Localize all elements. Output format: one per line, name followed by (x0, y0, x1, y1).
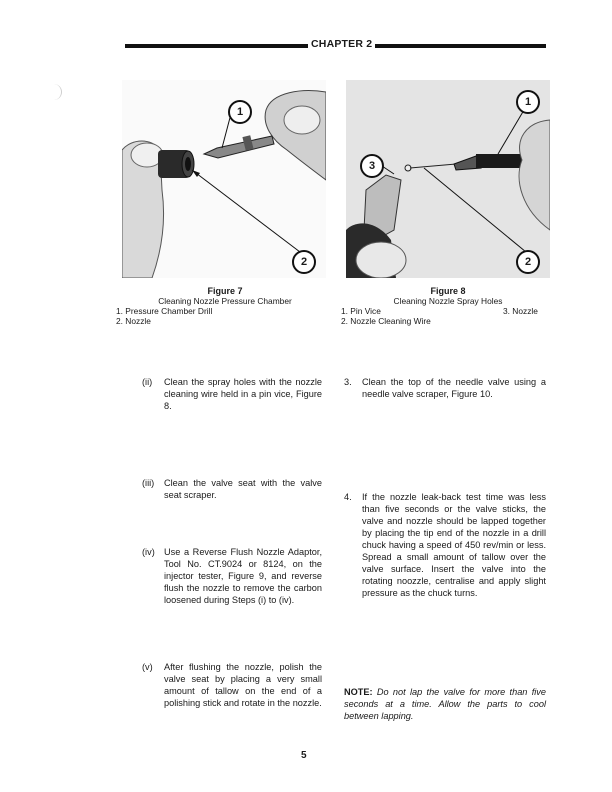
step-text: Clean the spray holes with the nozzle cleaning wire held in a pin vice, Figure 8. (164, 377, 322, 411)
step-number: (v) (142, 662, 153, 672)
figure-8-callout-1: 1 (516, 90, 540, 114)
figure-7-callout-2: 2 (292, 250, 316, 274)
step-number: (iii) (142, 478, 155, 488)
step-number: (iv) (142, 547, 155, 557)
step-ii (142, 376, 322, 416)
figure-8-legend-item: 1. Pin Vice (341, 306, 381, 316)
figure-7-callout-1: 1 (228, 100, 252, 124)
figure-7-legend-item: 1. Pressure Chamber Drill (116, 306, 213, 316)
step-number: 4. (344, 492, 352, 502)
figure-8-legend-item: 2. Nozzle Cleaning Wire (341, 316, 431, 326)
step-number: (ii) (142, 377, 153, 387)
figure-7-legend-item: 2. Nozzle (116, 316, 151, 326)
header-rule-left (125, 44, 310, 48)
step-4 (344, 491, 546, 601)
figure-8-legend-item: 3. Nozzle (503, 306, 538, 316)
figure-7-subtitle: Cleaning Nozzle Pressure Chamber (158, 296, 292, 306)
note-text: Do not lap the valve for more than five seconds at a time. Allow the parts to cool between lapping. (344, 687, 547, 721)
step-text: Clean the valve seat with the valve seat scraper. (164, 478, 322, 500)
note-label: NOTE: (344, 687, 373, 697)
figure-8-callout-2: 2 (516, 250, 540, 274)
step-v (142, 661, 322, 723)
header-rule-right (360, 44, 546, 48)
chapter-heading: CHAPTER 2 (308, 38, 375, 50)
figure-8-callout-3: 3 (360, 154, 384, 178)
step-number: 3. (344, 377, 352, 387)
step-text: After flushing the nozzle, polish the valve seat by placing a very small amount of tallow on the end of a polishing stick and rotate in the nozzle. (164, 662, 322, 708)
lapping-note (344, 686, 546, 722)
step-text: Clean the top of the needle valve using a needle valve scraper, Figure 10. (362, 377, 546, 399)
step-3 (344, 376, 546, 404)
step-text: If the nozzle leak-back test time was less than five seconds or the valve sticks, the valve and nozzle should be lapped together by placing the tip end of the nozzle in a drill chuck having a speed of 450 rev/min or less. Spread a small amount of tallow over the valve surface. Insert the valve into the rotating noozzle, centralise and apply slight pressure as the chuck turns. (362, 492, 546, 598)
step-iii (142, 477, 322, 505)
figure-7-title: Figure 7 (207, 286, 243, 296)
figure-8-title: Figure 8 (430, 286, 466, 296)
figure-7-photo (122, 80, 326, 278)
page-number: 5 (301, 750, 307, 761)
scan-margin-mark (53, 84, 62, 100)
figure-8-subtitle: Cleaning Nozzle Spray Holes (393, 296, 503, 306)
figure-8-photo (346, 80, 550, 278)
step-text: Use a Reverse Flush Nozzle Adaptor, Tool No. CT.9024 or 8124, on the injector tester, Figure 9, and reverse flush the nozzle to remove the carbon loosened during Steps (i) to (iv). (164, 547, 322, 605)
step-iv (142, 546, 322, 608)
